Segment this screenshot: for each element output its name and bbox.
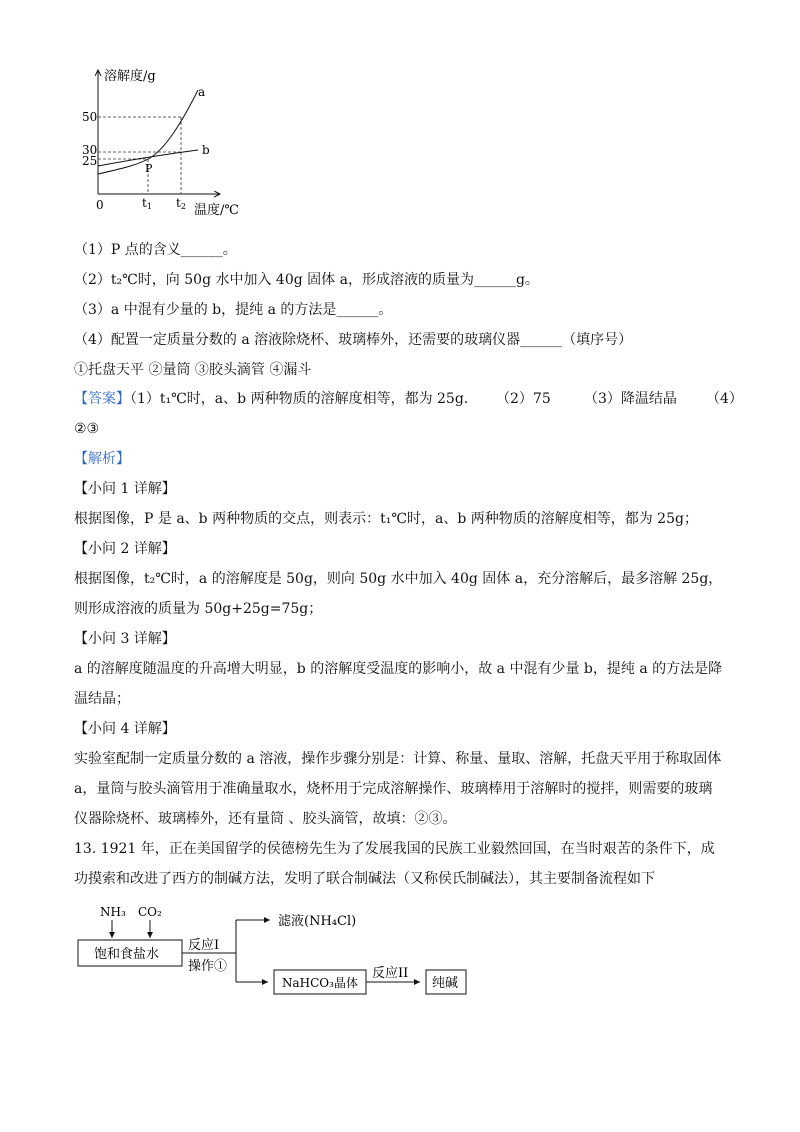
solubility-graph — [70, 62, 260, 222]
section-4-heading: 【小问 4 详解】 — [74, 721, 176, 737]
section-2-heading: 【小问 2 详解】 — [74, 541, 176, 557]
answer-part1: （1）t₁℃时，a、b 两种物质的溶解度相等，都为 25g. — [130, 391, 469, 407]
x-tick-t1: t1 — [142, 196, 152, 211]
reaction1-label: 反应I — [188, 938, 220, 953]
point-p-label: P — [145, 162, 153, 175]
reaction2-label: 反应II — [372, 966, 409, 981]
x-tick-t2: t2 — [176, 196, 186, 211]
question-3: （3）a 中混有少量的 b，提纯 a 的方法是______。 — [74, 302, 393, 318]
answer-part4-cont: ②③ — [74, 421, 100, 437]
box-soda-ash-label: 纯碱 — [432, 976, 459, 991]
y-axis-label: 溶解度/g — [104, 69, 156, 84]
answer-tag: 【答案】 — [74, 391, 130, 407]
answer-part2: （2）75 — [496, 391, 551, 407]
curve-b-label: b — [202, 143, 210, 157]
input-co2: CO₂ — [138, 905, 162, 919]
question-1: （1）P 点的含义______。 — [74, 242, 237, 258]
section-4-body: 实验室配制一定质量分数的 a 溶液，操作步骤分别是：计算、称量、量取、溶解，托盘天平用于称取固体 a，量筒与胶头滴管用于准确量取水，烧杯用于完成溶解操作、玻璃棒用于溶解时的搅拌，则需要的玻璃仪器除烧杯、玻璃棒外，还有量筒 、胶头滴管，故填：②③。 — [74, 751, 722, 827]
section-1-body: 根据图像，P 是 a、b 两种物质的交点，则表示：t₁℃时，a、b 两种物质的溶解度相等，都为 25g； — [74, 511, 698, 527]
section-2-body: 根据图像，t₂℃时，a 的溶解度是 50g，则向 50g 水中加入 40g 固体 a，充分溶解后，最多溶解 25g，则形成溶液的质量为 50g+25g=75g； — [74, 571, 723, 617]
question-2: （2）t₂℃时，向 50g 水中加入 40g 固体 a，形成溶液的质量为______g。 — [74, 272, 539, 288]
box-nahco3-label: NaHCO₃晶体 — [282, 976, 358, 990]
question-4: （4）配置一定质量分数的 a 溶液除烧杯、玻璃棒外，还需要的玻璃仪器______（填序号） — [74, 332, 633, 348]
y-tick-25: 25 — [82, 154, 98, 168]
curve-a-label: a — [198, 85, 206, 99]
answer-part4: （4） — [706, 391, 743, 407]
section-1-heading: 【小问 1 详解】 — [74, 481, 176, 497]
section-3-heading: 【小问 3 详解】 — [74, 631, 176, 647]
input-nh3: NH₃ — [100, 905, 126, 919]
filtrate-label: 滤液(NH₄Cl) — [278, 914, 357, 929]
options-line: ①托盘天平 ②量筒 ③胶头滴管 ④漏斗 — [74, 362, 312, 378]
box-saturated-brine-label: 饱和食盐水 — [94, 947, 160, 962]
y-tick-50: 50 — [82, 110, 98, 124]
production-flow-diagram — [70, 898, 490, 1008]
y-tick-30: 30 — [82, 143, 98, 157]
analysis-tag: 【解析】 — [74, 451, 130, 467]
question-13: 13. 1921 年，正在美国留学的侯德榜先生为了发展我国的民族工业毅然回国，在当时艰苦的条件下，成功摸索和改进了西方的制碱方法，发明了联合制碱法（又称侯氏制碱法），其主要制备流程如下 — [74, 841, 715, 887]
x-axis-label: 温度/℃ — [194, 203, 239, 218]
operation1-label: 操作① — [188, 959, 228, 974]
answer-line — [74, 389, 743, 409]
origin-label: 0 — [96, 198, 104, 212]
section-3-body: a 的溶解度随温度的升高增大明显，b 的溶解度受温度的影响小，故 a 中混有少量 b，提纯 a 的方法是降温结晶； — [74, 661, 723, 707]
answer-part3: （3）降温结晶 — [584, 391, 677, 407]
